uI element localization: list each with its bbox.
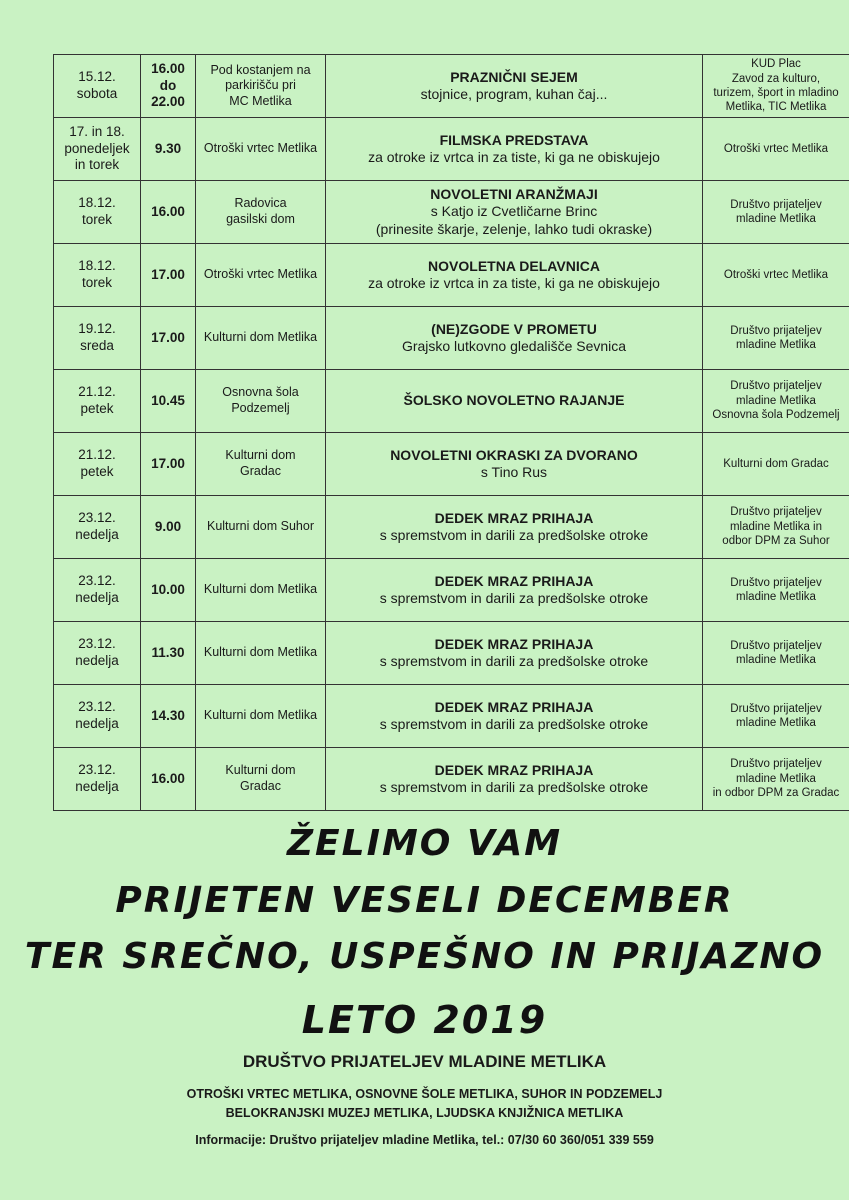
event-organizer-line: Društvo prijateljev (730, 198, 822, 211)
event-time-line: 9.30 (154, 140, 182, 156)
event-date-line: nedelja (75, 716, 119, 731)
event-date-line: 19.12. (78, 321, 116, 337)
event-info (326, 496, 703, 559)
contact-info: Informacije: Društvo prijateljev mladine Metlika, tel.: 07/30 60 360/051 339 559 (195, 1133, 654, 1147)
event-time-line: 16.00 (151, 203, 185, 219)
event-time (141, 370, 196, 433)
event-organizer-line: Društvo prijateljev (730, 702, 822, 715)
event-title: (NE)ZGODE V PROMETU (431, 320, 597, 337)
organizer-name: DRUŠTVO PRIJATELJEV MLADINE METLIKA (242, 1052, 607, 1071)
event-organizer (703, 244, 849, 307)
event-date-line: nedelja (75, 590, 119, 605)
event-time (141, 496, 196, 559)
event-time (141, 622, 196, 685)
event-organizer (703, 559, 849, 622)
event-title: DEDEK MRAZ PRIHAJA (434, 698, 594, 715)
schedule-row (54, 559, 849, 622)
event-place-line: Pod kostanjem na (210, 62, 311, 77)
event-organizer-line: Društvo prijateljev (730, 639, 822, 652)
event-place (196, 118, 326, 181)
event-time (141, 118, 196, 181)
event-place-line: Kulturni dom Suhor (206, 519, 314, 534)
event-title: FILMSKA PREDSTAVA (439, 131, 589, 148)
event-organizer-line: Zavod za kulturo, (731, 72, 821, 85)
event-place-line: Kulturni dom Metlika (203, 582, 318, 597)
event-time-line: 9.00 (154, 518, 182, 534)
schedule-row (54, 244, 849, 307)
event-description: za otroke iz vrtca in za tiste, ki ga ne obiskujejo (368, 149, 660, 165)
event-date-line: 23.12. (78, 573, 116, 589)
event-time-line: 16.00 (151, 770, 185, 786)
event-date (54, 559, 141, 622)
event-place (196, 55, 326, 118)
event-date-line: 21.12. (78, 447, 116, 463)
event-description: s spremstvom in darili za predšolske otroke (379, 653, 649, 669)
schedule-row (54, 181, 849, 244)
event-place-line: gasilski dom (226, 212, 295, 226)
event-date-line: 23.12. (78, 699, 116, 715)
event-info (326, 307, 703, 370)
event-info (326, 685, 703, 748)
event-place-line: Kulturni dom Metlika (203, 708, 318, 723)
event-place-line: Kulturni dom (225, 448, 296, 463)
event-place-line: Gradac (240, 464, 281, 478)
event-description: s Katjo iz Cvetličarne Brinc (430, 203, 598, 220)
event-date-line: petek (80, 401, 114, 416)
schedule-table (53, 54, 849, 811)
event-place (196, 244, 326, 307)
event-date-line: 18.12. (78, 258, 116, 274)
event-date-line: torek (81, 212, 112, 227)
event-date-line: in torek (74, 157, 120, 173)
event-title: PRAZNIČNI SEJEM (450, 68, 578, 85)
event-organizer-line: Društvo prijateljev (730, 758, 822, 771)
schedule-row (54, 55, 849, 118)
event-place-line: Kulturni dom Metlika (203, 330, 318, 345)
event-date (54, 748, 141, 811)
event-place-line: Kulturni dom (225, 763, 296, 778)
event-organizer-line: mladine Metlika in (729, 520, 823, 533)
event-description: s spremstvom in darili za predšolske otroke (379, 779, 649, 795)
event-description: s spremstvom in darili za predšolske otroke (379, 527, 649, 543)
event-info (326, 118, 703, 181)
event-organizer (703, 307, 849, 370)
event-time (141, 55, 196, 118)
event-date (54, 244, 141, 307)
event-time-line: do (159, 77, 177, 93)
event-date-line: torek (81, 275, 112, 290)
event-time-line: 17.00 (151, 455, 185, 471)
event-place (196, 496, 326, 559)
event-description: s Tino Rus (480, 464, 548, 480)
event-info (326, 559, 703, 622)
greeting-line-1: ŽELIMO VAM (286, 823, 563, 864)
event-place-line: Osnovna šola (222, 385, 299, 400)
event-info (326, 622, 703, 685)
event-place (196, 433, 326, 496)
event-info (326, 370, 703, 433)
event-date-line: sreda (80, 338, 114, 353)
event-organizer-line: mladine Metlika (736, 717, 816, 729)
event-organizer-line: Društvo prijateljev (730, 324, 822, 337)
event-description: s spremstvom in darili za predšolske otroke (379, 590, 649, 606)
event-time-line: 17.00 (151, 329, 185, 345)
schedule-row (54, 370, 849, 433)
event-organizer-line: Otroški vrtec Metlika (723, 268, 829, 281)
event-organizer-line: mladine Metlika (736, 654, 816, 666)
event-date-line: 17. in 18. (69, 123, 125, 139)
event-date (54, 370, 141, 433)
event-time-line: 17.00 (151, 266, 185, 282)
greeting-line-2: PRIJETEN VESELI DECEMBER (115, 880, 734, 921)
event-time-line: 11.30 (151, 644, 185, 660)
event-title: DEDEK MRAZ PRIHAJA (434, 572, 594, 589)
schedule-row (54, 118, 849, 181)
event-time-line: 22.00 (151, 94, 185, 110)
event-organizer-line: mladine Metlika (736, 213, 816, 225)
event-description: stojnice, program, kuhan čaj... (420, 86, 608, 102)
event-date-line: 21.12. (78, 384, 116, 400)
event-organizer (703, 118, 849, 181)
event-place-line: Otroški vrtec Metlika (203, 267, 318, 282)
partners-line-1: OTROŠKI VRTEC METLIKA, OSNOVNE ŠOLE METLIKA, SUHOR IN PODZEMELJ (186, 1087, 663, 1101)
event-time (141, 559, 196, 622)
event-time (141, 685, 196, 748)
event-place-line: Radovica (234, 196, 287, 211)
event-organizer-line: Društvo prijateljev (730, 380, 822, 393)
event-date (54, 622, 141, 685)
event-organizer-line: mladine Metlika (736, 591, 816, 603)
event-organizer-line: mladine Metlika (736, 394, 816, 407)
event-organizer (703, 496, 849, 559)
event-time (141, 748, 196, 811)
event-organizer-line: turizem, šport in mladino (713, 87, 839, 99)
event-date-line: 15.12. (78, 69, 116, 85)
event-place-line: MC Metlika (229, 93, 292, 108)
event-organizer (703, 685, 849, 748)
event-time-line: 14.30 (151, 707, 185, 723)
schedule-row (54, 433, 849, 496)
schedule-row (54, 685, 849, 748)
event-organizer (703, 622, 849, 685)
event-date (54, 181, 141, 244)
event-info (326, 244, 703, 307)
event-place (196, 685, 326, 748)
event-date (54, 307, 141, 370)
event-date (54, 55, 141, 118)
event-description: s spremstvom in darili za predšolske otroke (379, 716, 649, 732)
event-time (141, 307, 196, 370)
event-title: NOVOLETNA DELAVNICA (428, 257, 600, 274)
event-place-line: Kulturni dom Metlika (203, 645, 318, 660)
event-organizer-line: Društvo prijateljev (730, 506, 822, 519)
event-info (326, 55, 703, 118)
event-description: Grajsko lutkovno gledališče Sevnica (401, 338, 627, 354)
event-place-line: Otroški vrtec Metlika (203, 141, 318, 156)
event-organizer-line: Osnovna šola Podzemelj (712, 409, 840, 422)
event-title: DEDEK MRAZ PRIHAJA (434, 761, 594, 778)
event-organizer-line: mladine Metlika (736, 339, 816, 351)
event-date-line: ponedeljek (64, 140, 130, 156)
event-organizer-line: mladine Metlika (736, 772, 816, 785)
event-description: (prinesite škarje, zelenje, lahko tudi okraske) (375, 220, 653, 237)
event-date-line: 23.12. (78, 636, 116, 652)
partners-line-2: BELOKRANJSKI MUZEJ METLIKA, LJUDSKA KNJIŽNICA METLIKA (225, 1106, 624, 1120)
event-time-line: 10.45 (151, 392, 185, 408)
event-date (54, 496, 141, 559)
schedule-row (54, 307, 849, 370)
greeting-line-4: LETO 2019 (301, 998, 548, 1042)
event-title: NOVOLETNI ARANŽMAJI (430, 185, 598, 202)
event-organizer (703, 433, 849, 496)
event-date-line: nedelja (75, 527, 119, 542)
event-title: DEDEK MRAZ PRIHAJA (434, 635, 594, 652)
event-date-line: nedelja (75, 779, 119, 794)
event-title: NOVOLETNI OKRASKI ZA DVORANO (390, 446, 638, 463)
event-date-line: nedelja (75, 653, 119, 668)
event-info (326, 433, 703, 496)
event-organizer-line: Kulturni dom Gradac (723, 457, 829, 470)
event-organizer-line: in odbor DPM za Gradac (712, 787, 840, 800)
event-place (196, 370, 326, 433)
schedule-row (54, 748, 849, 811)
event-organizer (703, 748, 849, 811)
greeting-line-3: TER SREČNO, USPEŠNO IN PRIJAZNO (24, 936, 825, 977)
event-date-line: petek (80, 464, 114, 479)
event-info (326, 181, 703, 244)
schedule-body (54, 55, 849, 811)
event-organizer-line: KUD Plac (751, 58, 801, 71)
event-title: DEDEK MRAZ PRIHAJA (434, 509, 594, 526)
event-date (54, 685, 141, 748)
event-date (54, 433, 141, 496)
event-organizer-line: Metlika, TIC Metlika (725, 101, 827, 114)
event-organizer-line: Društvo prijateljev (730, 576, 822, 589)
event-place-line: Gradac (240, 779, 281, 793)
event-time-line: 16.00 (151, 60, 185, 76)
event-organizer (703, 55, 849, 118)
event-info (326, 748, 703, 811)
event-organizer-line: odbor DPM za Suhor (722, 535, 830, 548)
event-place (196, 748, 326, 811)
event-place (196, 622, 326, 685)
event-time (141, 181, 196, 244)
event-organizer (703, 181, 849, 244)
event-organizer-line: Otroški vrtec Metlika (723, 142, 829, 155)
event-place (196, 307, 326, 370)
event-date-line: 18.12. (78, 195, 116, 211)
schedule-row (54, 622, 849, 685)
event-place-line: parkirišču pri (225, 78, 296, 93)
event-date (54, 118, 141, 181)
event-date-line: 23.12. (78, 510, 116, 526)
event-place (196, 181, 326, 244)
event-place (196, 559, 326, 622)
event-description: za otroke iz vrtca in za tiste, ki ga ne obiskujejo (368, 275, 660, 291)
schedule-row (54, 496, 849, 559)
event-time (141, 244, 196, 307)
event-time-line: 10.00 (151, 581, 185, 597)
event-title: ŠOLSKO NOVOLETNO RAJANJE (403, 392, 625, 409)
event-place-line: Podzemelj (231, 401, 290, 415)
event-date-line: 23.12. (78, 762, 116, 778)
event-organizer (703, 370, 849, 433)
event-time (141, 433, 196, 496)
event-date-line: sobota (76, 86, 118, 101)
